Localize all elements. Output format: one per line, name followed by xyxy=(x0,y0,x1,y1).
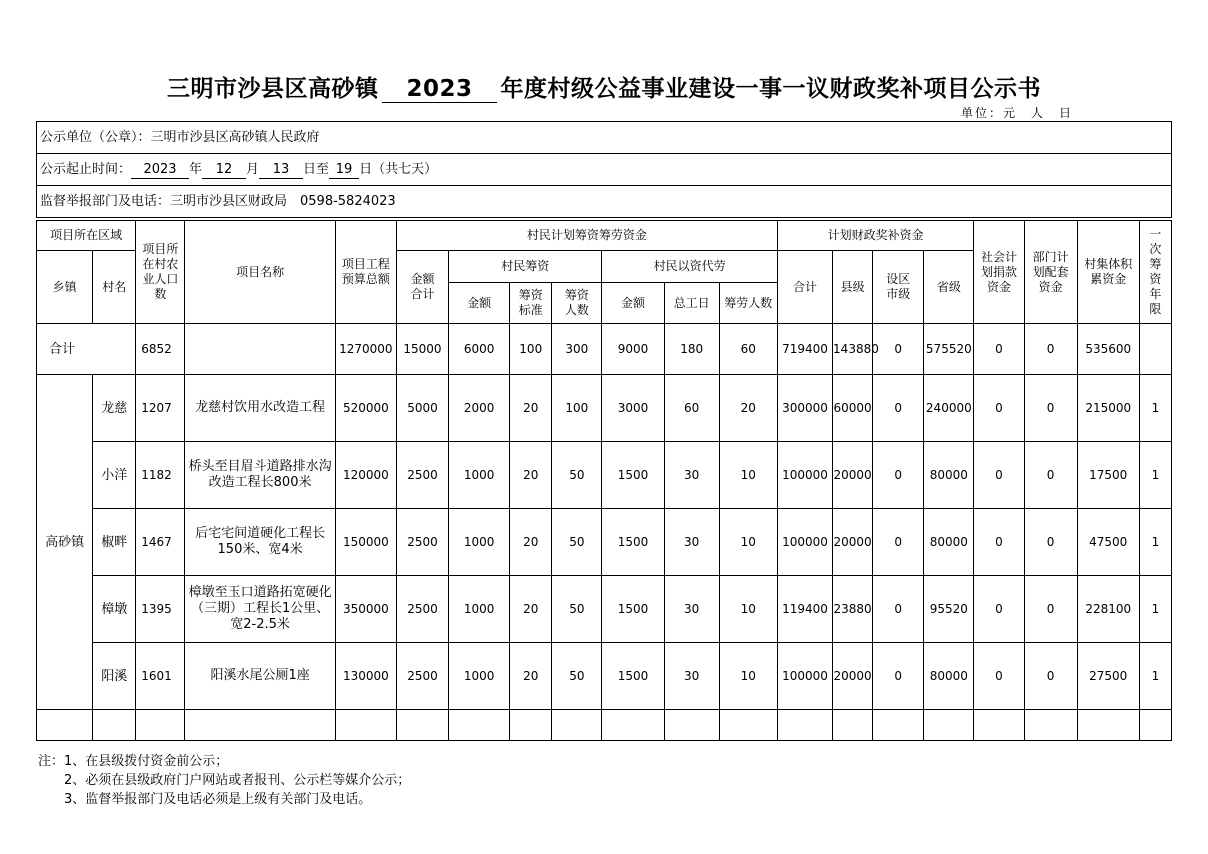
header-raise-people: 筹资人数 xyxy=(552,283,602,324)
title-prefix: 三明市沙县区高砂镇 xyxy=(166,76,379,102)
cell-department: 0 xyxy=(1024,375,1077,442)
header-term: 一次筹资年限 xyxy=(1139,221,1171,324)
total-label: 合计 xyxy=(37,324,136,375)
cell-raise-standard: 20 xyxy=(510,643,552,710)
period-tail: 日（共七天） xyxy=(359,162,438,177)
cell-raise-people: 50 xyxy=(552,643,602,710)
period-label: 公示起止时间： xyxy=(40,162,132,177)
cell-name: 后宅宅间道硬化工程长150米、宽4米 xyxy=(185,509,335,576)
cell-city: 0 xyxy=(873,576,924,643)
header-labor-people: 筹劳人数 xyxy=(719,283,777,324)
cell-collective: 27500 xyxy=(1077,643,1139,710)
cell-department: 0 xyxy=(1024,509,1077,576)
header-labor-days: 总工日 xyxy=(664,283,719,324)
cell-province: 95520 xyxy=(924,576,974,643)
cell-budget: 520000 xyxy=(335,375,396,442)
total-labor-days: 180 xyxy=(664,324,719,375)
total-department: 0 xyxy=(1024,324,1077,375)
cell-collective: 47500 xyxy=(1077,509,1139,576)
cell-raise-amount: 1000 xyxy=(449,442,510,509)
cell-province: 80000 xyxy=(924,509,974,576)
cell-raise-standard: 20 xyxy=(510,576,552,643)
cell-raise-people: 50 xyxy=(552,509,602,576)
cell-collective: 215000 xyxy=(1077,375,1139,442)
cell-total: 2500 xyxy=(396,442,448,509)
period-year-unit: 年 xyxy=(189,162,203,177)
cell-county: 20000 xyxy=(833,643,873,710)
cell-population: 1182 xyxy=(136,442,185,509)
project-table xyxy=(36,220,1172,741)
cell-city: 0 xyxy=(873,442,924,509)
cell-labor-people: 10 xyxy=(719,442,777,509)
cell-raise-people: 100 xyxy=(552,375,602,442)
cell-term: 1 xyxy=(1139,576,1171,643)
header-villager-funds: 村民计划筹资筹劳资金 xyxy=(396,221,777,251)
cell-subsidy-total: 100000 xyxy=(777,509,832,576)
period-start-day: 13 xyxy=(259,162,303,179)
cell-budget: 350000 xyxy=(335,576,396,643)
cell-department: 0 xyxy=(1024,442,1077,509)
cell-province: 80000 xyxy=(924,643,974,710)
cell-labor-amount: 1500 xyxy=(602,576,664,643)
cell-budget: 120000 xyxy=(335,442,396,509)
cell-county: 60000 xyxy=(833,375,873,442)
note-2: 2、必须在县级政府门户网站或者报刊、公示栏等媒介公示； xyxy=(38,773,411,788)
title-year: 2023 xyxy=(382,76,496,103)
cell-village: 阳溪 xyxy=(93,643,136,710)
total-term xyxy=(1139,324,1171,375)
header-labor-amount: 金额 xyxy=(602,283,664,324)
cell-village: 龙慈 xyxy=(93,375,136,442)
total-collective: 535600 xyxy=(1077,324,1139,375)
cell-name: 樟墩至玉口道路拓宽硬化（三期）工程长1公里、宽2-2.5米 xyxy=(185,576,335,643)
total-subsidy: 719400 xyxy=(777,324,832,375)
cell-county: 23880 xyxy=(833,576,873,643)
cell-raise-amount: 2000 xyxy=(449,375,510,442)
blank-row xyxy=(37,710,1172,741)
total-labor-people: 60 xyxy=(719,324,777,375)
header-town: 乡镇 xyxy=(37,251,93,324)
cell-labor-amount: 1500 xyxy=(602,509,664,576)
cell-labor-days: 30 xyxy=(664,442,719,509)
notes xyxy=(38,752,410,809)
header-raise-standard: 筹资标准 xyxy=(510,283,552,324)
note-3: 3、监督举报部门及电话必须是上级有关部门及电话。 xyxy=(38,792,372,807)
cell-raise-standard: 20 xyxy=(510,375,552,442)
table-row xyxy=(37,442,1172,509)
table-row xyxy=(37,509,1172,576)
header-labor-in-lieu: 村民以资代劳 xyxy=(602,251,777,283)
title-suffix: 年度村级公益事业建设一事一议财政奖补项目公示书 xyxy=(500,76,1041,102)
cell-raise-people: 50 xyxy=(552,442,602,509)
header-county: 县级 xyxy=(833,251,873,324)
period-month: 12 xyxy=(202,162,246,179)
cell-village: 小洋 xyxy=(93,442,136,509)
header-raise-amount: 金额 xyxy=(449,283,510,324)
cell-raise-amount: 1000 xyxy=(449,643,510,710)
cell-labor-days: 60 xyxy=(664,375,719,442)
total-raise-people: 300 xyxy=(552,324,602,375)
cell-village: 樟墩 xyxy=(93,576,136,643)
cell-county: 20000 xyxy=(833,509,873,576)
total-city: 0 xyxy=(873,324,924,375)
header-province: 省级 xyxy=(924,251,974,324)
cell-name: 桥头至目眉斗道路排水沟改造工程长800米 xyxy=(185,442,335,509)
cell-county: 20000 xyxy=(833,442,873,509)
header-village: 村名 xyxy=(93,251,136,324)
table-row xyxy=(37,643,1172,710)
cell-village: 椒畔 xyxy=(93,509,136,576)
cell-labor-people: 10 xyxy=(719,509,777,576)
cell-labor-amount: 3000 xyxy=(602,375,664,442)
cell-total: 5000 xyxy=(396,375,448,442)
table-row xyxy=(37,375,1172,442)
cell-population: 1467 xyxy=(136,509,185,576)
cell-total: 2500 xyxy=(396,576,448,643)
header-department: 部门计划配套资金 xyxy=(1024,221,1077,324)
cell-labor-people: 20 xyxy=(719,375,777,442)
town-cell: 高砂镇 xyxy=(37,375,93,710)
period-year: 2023 xyxy=(131,162,189,179)
cell-population: 1395 xyxy=(136,576,185,643)
cell-province: 80000 xyxy=(924,442,974,509)
total-social: 0 xyxy=(974,324,1024,375)
cell-labor-amount: 1500 xyxy=(602,643,664,710)
cell-labor-people: 10 xyxy=(719,576,777,643)
supervision-line: 监督举报部门及电话：三明市沙县区财政局 0598-5824023 xyxy=(37,186,1172,218)
cell-province: 240000 xyxy=(924,375,974,442)
cell-labor-people: 10 xyxy=(719,643,777,710)
cell-city: 0 xyxy=(873,375,924,442)
cell-labor-days: 30 xyxy=(664,576,719,643)
cell-term: 1 xyxy=(1139,375,1171,442)
cell-term: 1 xyxy=(1139,509,1171,576)
cell-total: 2500 xyxy=(396,509,448,576)
cell-city: 0 xyxy=(873,643,924,710)
cell-population: 1207 xyxy=(136,375,185,442)
cell-budget: 150000 xyxy=(335,509,396,576)
cell-collective: 228100 xyxy=(1077,576,1139,643)
cell-total: 2500 xyxy=(396,643,448,710)
total-project-name xyxy=(185,324,335,375)
cell-raise-amount: 1000 xyxy=(449,509,510,576)
period-month-unit: 月 xyxy=(246,162,260,177)
period-line xyxy=(37,154,1172,186)
total-labor-amount: 9000 xyxy=(602,324,664,375)
total-raise-standard: 100 xyxy=(510,324,552,375)
page-title xyxy=(0,70,1208,103)
cell-city: 0 xyxy=(873,509,924,576)
cell-social: 0 xyxy=(974,442,1024,509)
header-social: 社会计划捐款资金 xyxy=(974,221,1024,324)
header-city: 设区市级 xyxy=(873,251,924,324)
header-budget: 项目工程预算总额 xyxy=(335,221,396,324)
table-row xyxy=(37,576,1172,643)
publisher-line: 公示单位（公章）：三明市沙县区高砂镇人民政府 xyxy=(37,122,1172,154)
cell-social: 0 xyxy=(974,643,1024,710)
cell-name: 阳溪水尾公厕1座 xyxy=(185,643,335,710)
cell-department: 0 xyxy=(1024,643,1077,710)
cell-raise-standard: 20 xyxy=(510,509,552,576)
cell-labor-amount: 1500 xyxy=(602,442,664,509)
cell-labor-days: 30 xyxy=(664,643,719,710)
cell-subsidy-total: 100000 xyxy=(777,643,832,710)
cell-collective: 17500 xyxy=(1077,442,1139,509)
cell-social: 0 xyxy=(974,576,1024,643)
total-amount: 15000 xyxy=(396,324,448,375)
cell-department: 0 xyxy=(1024,576,1077,643)
cell-social: 0 xyxy=(974,375,1024,442)
total-population: 6852 xyxy=(136,324,185,375)
total-row xyxy=(37,324,1172,375)
cell-budget: 130000 xyxy=(335,643,396,710)
cell-term: 1 xyxy=(1139,442,1171,509)
period-end-day: 19 xyxy=(329,162,359,179)
cell-raise-amount: 1000 xyxy=(449,576,510,643)
cell-subsidy-total: 119400 xyxy=(777,576,832,643)
info-table xyxy=(36,121,1172,218)
header-villager-raise: 村民筹资 xyxy=(449,251,602,283)
header-region: 项目所在区域 xyxy=(37,221,136,251)
header-subsidy-total: 合计 xyxy=(777,251,832,324)
cell-name: 龙慈村饮用水改造工程 xyxy=(185,375,335,442)
total-province: 575520 xyxy=(924,324,974,375)
cell-raise-people: 50 xyxy=(552,576,602,643)
header-collective: 村集体积累资金 xyxy=(1077,221,1139,324)
note-1: 注：1、在县级拨付资金前公示； xyxy=(38,754,229,769)
header-project-name: 项目名称 xyxy=(185,221,335,324)
header-population: 项目所在村农业人口数 xyxy=(136,221,185,324)
total-budget: 1270000 xyxy=(335,324,396,375)
unit-label: 单位：元 人 日 xyxy=(960,106,1073,120)
cell-population: 1601 xyxy=(136,643,185,710)
cell-raise-standard: 20 xyxy=(510,442,552,509)
total-raise-amount: 6000 xyxy=(449,324,510,375)
cell-labor-days: 30 xyxy=(664,509,719,576)
cell-social: 0 xyxy=(974,509,1024,576)
cell-term: 1 xyxy=(1139,643,1171,710)
total-county: 143880 xyxy=(833,324,873,375)
period-mid: 日至 xyxy=(303,162,330,177)
cell-subsidy-total: 100000 xyxy=(777,442,832,509)
cell-subsidy-total: 300000 xyxy=(777,375,832,442)
header-total-amount: 金额合计 xyxy=(396,251,448,324)
header-fiscal-subsidy: 计划财政奖补资金 xyxy=(777,221,974,251)
